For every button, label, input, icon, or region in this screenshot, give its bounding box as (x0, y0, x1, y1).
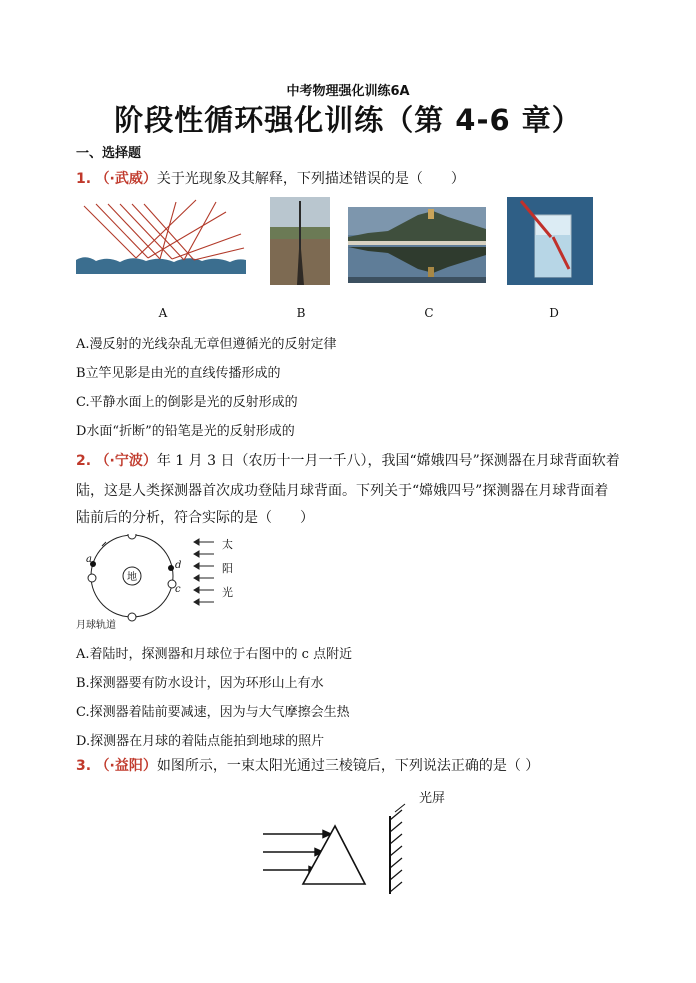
prism-diagram (255, 786, 465, 896)
question-text: 关于光现象及其解释，下列描述错误的是（ ） (156, 171, 465, 187)
pencil-in-water-image (507, 197, 593, 285)
question-3-stem (76, 753, 539, 779)
orbit-point-a: a (86, 554, 92, 565)
orbit-point-c: c (175, 584, 181, 595)
option-a: A.漫反射的光线杂乱无章但遵循光的反射定律 (76, 337, 337, 352)
page-subtitle: 中考物理强化训练6A (286, 84, 410, 99)
image-label-b: B (296, 306, 306, 320)
orbit-point-d: d (175, 560, 182, 571)
earth-label: 地 (127, 572, 137, 583)
section-heading: 一、选择题 (76, 146, 142, 161)
sunlight-label-1: 太 (222, 538, 233, 551)
page-title: 阶段性循环强化训练（第 4-6 章） (114, 103, 582, 137)
sunlight-label-2: 阳 (222, 562, 233, 575)
option-d: D.探测器在月球的着陆点能拍到地球的照片 (76, 734, 325, 749)
option-b: B立竿见影是由光的直线传播形成的 (76, 366, 281, 381)
option-d: D水面“折断”的铅笔是光的反射形成的 (76, 424, 295, 439)
orbit-caption: 月球轨道 (76, 620, 116, 630)
question-number: 1. (76, 171, 92, 187)
pole-shadow-image (270, 197, 330, 285)
question-text: 年 1 月 3 日（农历十一月一千八），我国“嫦娥四号”探测器在月球背面软着 (156, 453, 620, 469)
moon-orbit-diagram (74, 534, 249, 630)
option-b: B.探测器要有防水设计，因为环形山上有水 (76, 676, 324, 691)
question-number: 3. (76, 758, 92, 774)
question-1-stem (76, 166, 465, 192)
option-c: C.探测器着陆前要减速，因为与大气摩擦会生热 (76, 705, 350, 720)
screen-label: 光屏 (419, 791, 446, 806)
question-text: 如图所示，一束太阳光通过三棱镜后，下列说法正确的是（ ） (156, 758, 540, 774)
diffuse-reflection-image (76, 198, 246, 278)
image-label-d: D (549, 306, 559, 320)
question-source: （·武威） (95, 171, 157, 187)
sunlight-label-3: 光 (222, 586, 233, 599)
lake-reflection-image (348, 207, 486, 283)
question-source: （·宁波） (95, 453, 157, 469)
image-label-c: C (424, 306, 434, 320)
question-2-stem (76, 448, 620, 474)
question-source: （·益阳） (95, 758, 157, 774)
question-2-line2: 陆，这是人类探测器首次成功登陆月球背面。下列关于“嫦娥四号”探测器在月球背面着 (76, 483, 609, 499)
option-c: C.平静水面上的倒影是光的反射形成的 (76, 395, 298, 410)
image-label-a: A (158, 306, 168, 320)
option-a: A.着陆时，探测器和月球位于右图中的 c 点附近 (76, 647, 353, 662)
question-number: 2. (76, 453, 92, 469)
question-2-line3: 陆前后的分析，符合实际的是（ ） (76, 510, 314, 526)
